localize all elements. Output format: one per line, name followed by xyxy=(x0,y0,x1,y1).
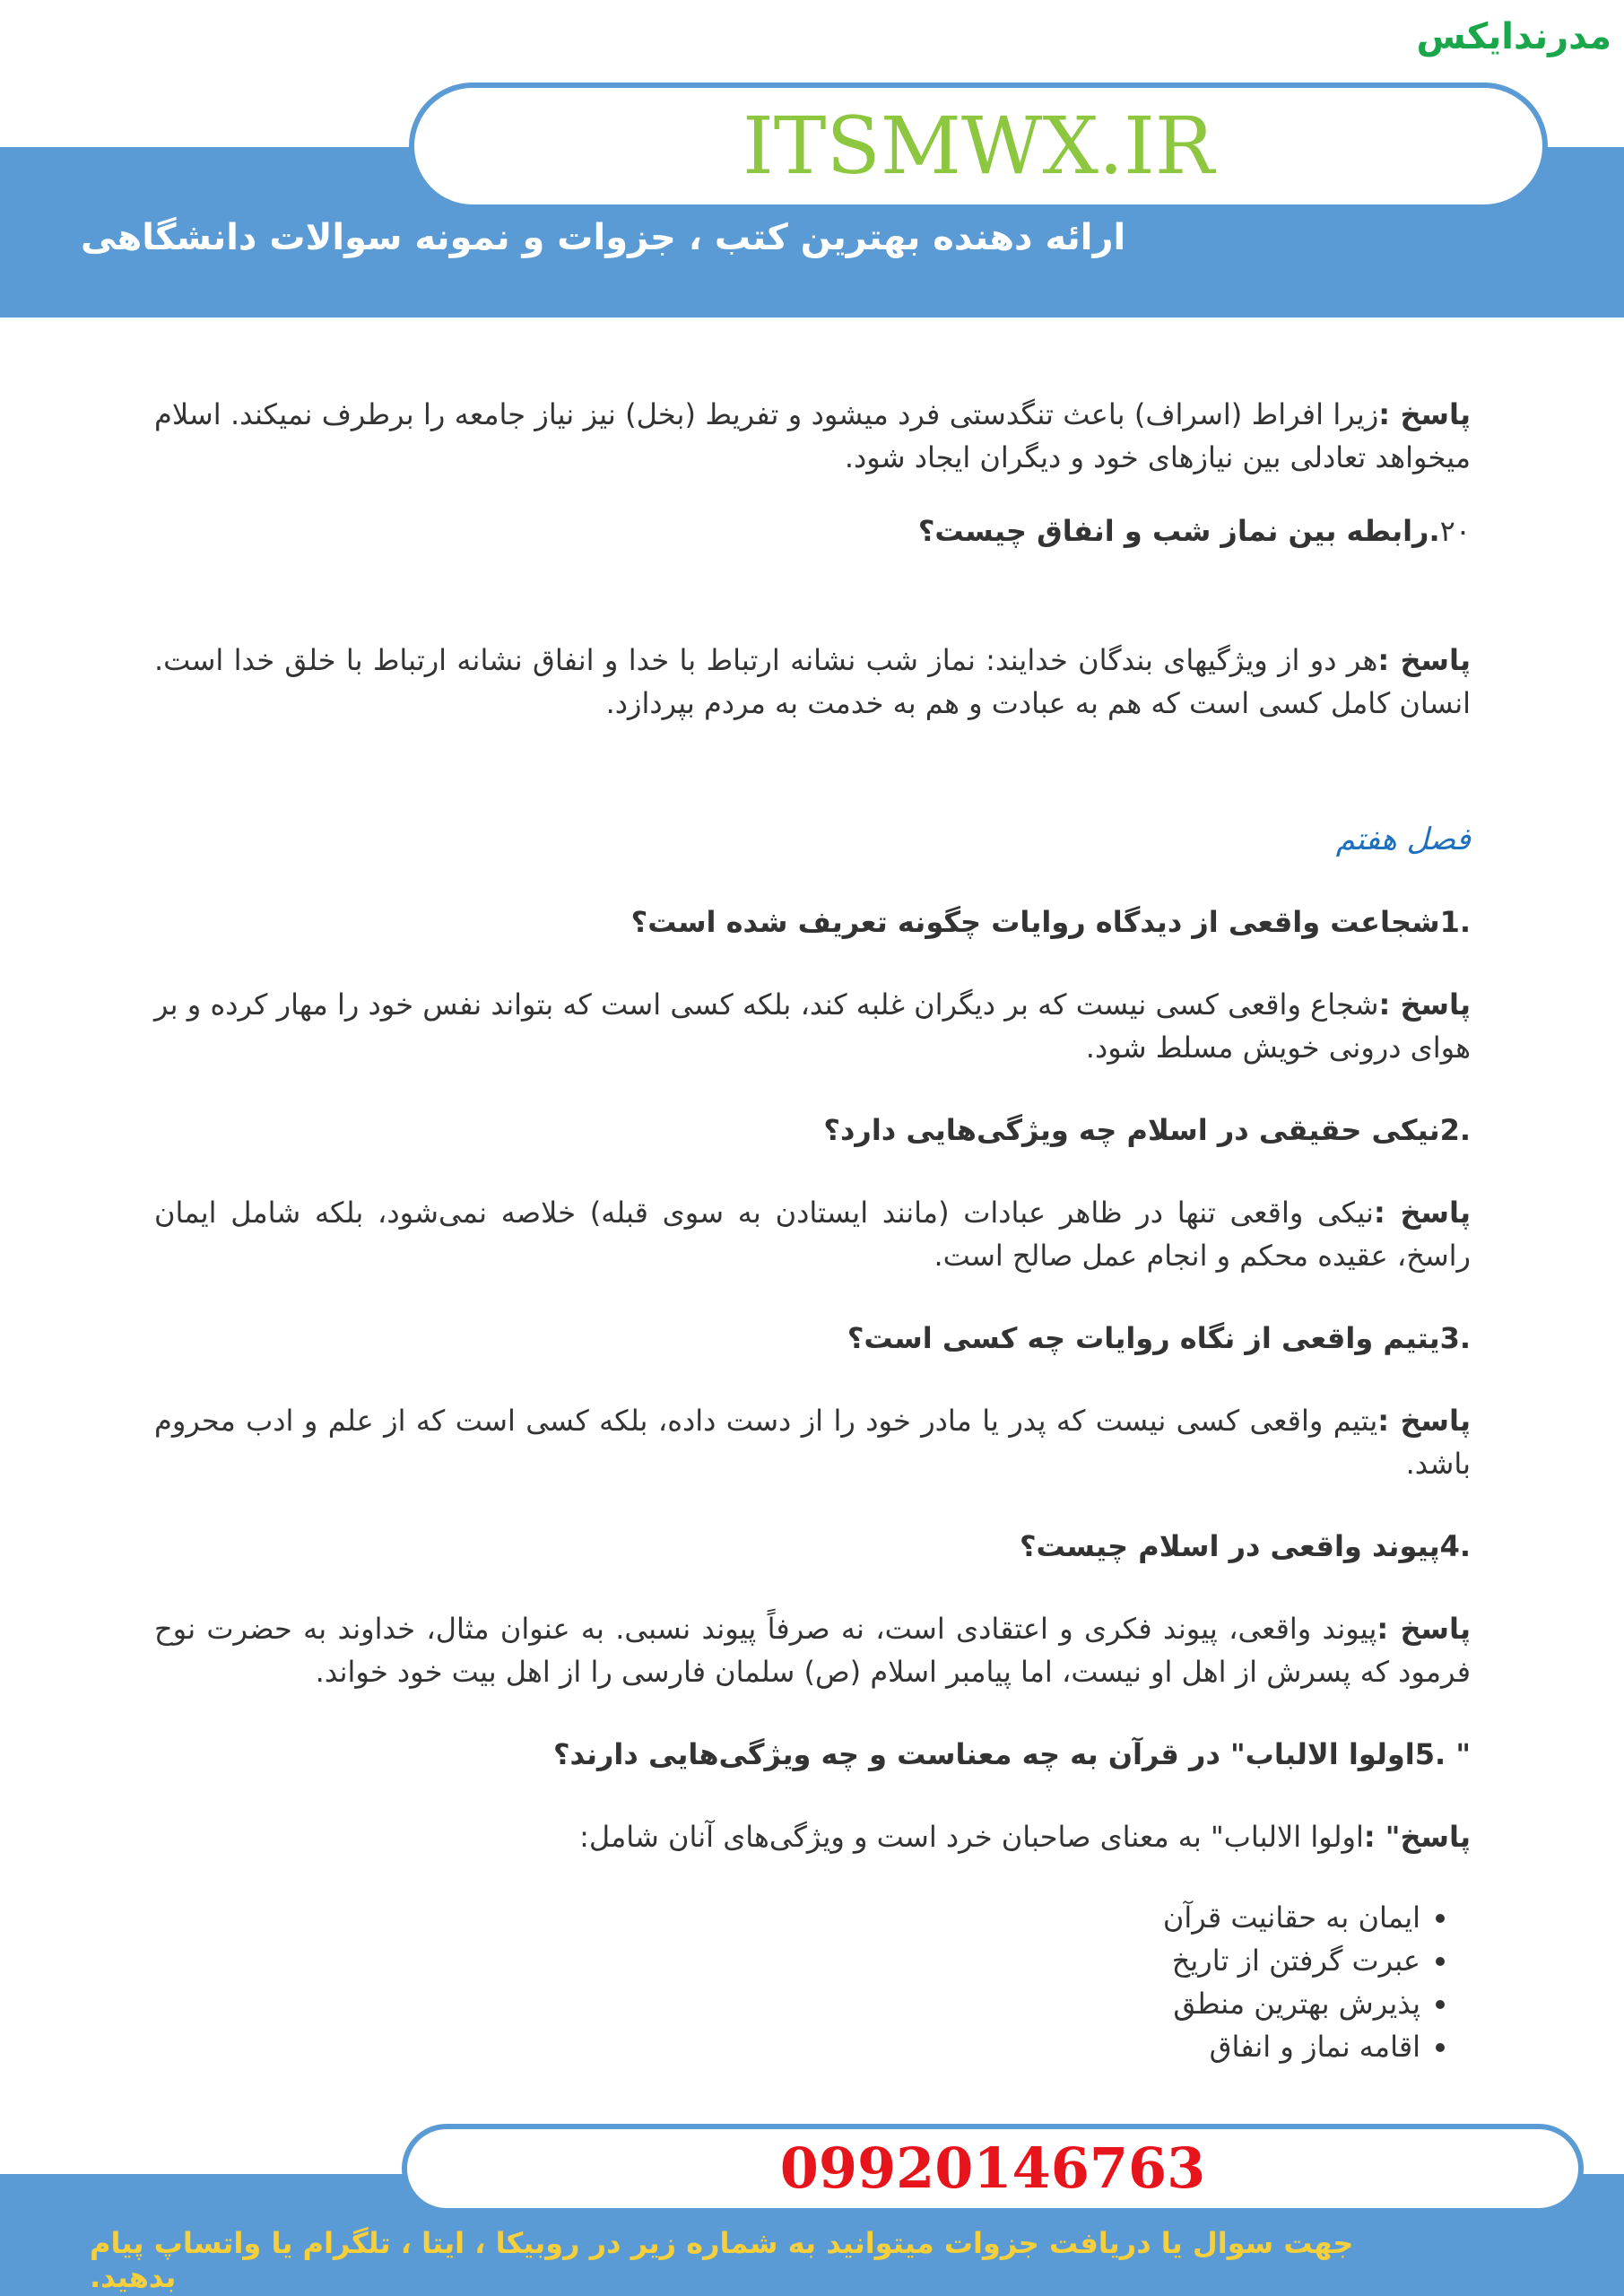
question-4: .4پیوند واقعی در اسلام چیست؟ xyxy=(1019,1529,1471,1563)
question-number: ۲۰ xyxy=(1439,514,1471,548)
answer-text: نیکی واقعی تنها در ظاهر عبادات (مانند ایستادن به سوی قبله) خلاصه نمی‌شود، بلکه شامل ایمان راسخ، عقیده محکم و انجام عمل صالح است. xyxy=(154,1196,1471,1273)
answer-label: پاسخ : xyxy=(1373,1196,1472,1230)
answer-text: پیوند واقعی، پیوند فکری و اعتقادی است، نه صرفاً پیوند نسبی. به عنوان مثال، خداوند به حضرت نوح فرمود که پسرش از اهل او نیست، اما پیامبر اسلام (ص) سلمان فارسی را از اهل بیت خود خواند. xyxy=(154,1612,1471,1689)
header-tagline: ارائه دهنده بهترین کتب ، جزوات و نمونه سوالات دانشگاهی xyxy=(81,217,1126,258)
site-domain[interactable]: ITSMWX.IR xyxy=(743,100,1214,192)
answer-2 xyxy=(154,1191,1471,1277)
answer-label: پاسخ : xyxy=(1377,643,1472,677)
traits-list xyxy=(154,1896,1471,2068)
question-1: .1شجاعت واقعی از دیدگاه روایات چگونه تعریف شده است؟ xyxy=(630,905,1471,939)
question-5: " .5اولوا الالباب" در قرآن به چه معناست و چه ویژگی‌هایی دارند؟ xyxy=(552,1737,1471,1771)
chapter-heading: فصل هفتم xyxy=(1335,822,1471,857)
question-text: .رابطه بین نماز شب و انفاق چیست؟ xyxy=(917,514,1440,548)
contact-phone[interactable]: 09920146763 xyxy=(779,2135,1206,2201)
question-2: .2نیکی حقیقی در اسلام چه ویژگی‌هایی دارد؟ xyxy=(823,1113,1471,1147)
question-20 xyxy=(154,509,1471,552)
brand-name: مدرندایکس xyxy=(1416,16,1611,57)
answer-3 xyxy=(154,1399,1471,1485)
answer-label: پاسخ : xyxy=(1376,1612,1471,1646)
answer-19 xyxy=(154,393,1471,479)
answer-1 xyxy=(154,983,1471,1069)
answer-20 xyxy=(154,639,1471,725)
answer-label: پاسخ : xyxy=(1377,1404,1472,1438)
list-item: • عبرت گرفتن از تاریخ xyxy=(154,1939,1420,1982)
answer-label: پاسخ : xyxy=(1378,397,1472,431)
document-body xyxy=(154,393,1471,2068)
answer-text: شجاع واقعی کسی نیست که بر دیگران غلبه کند، بلکه کسی است که بتواند نفس خود را مهار کرده و بر هوای درونی خویش مسلط شود. xyxy=(154,987,1471,1065)
list-item: • ایمان به حقانیت قرآن xyxy=(154,1896,1420,1939)
answer-5 xyxy=(154,1815,1471,1858)
answer-text: اولوا الالباب" به معنای صاحبان خرد است و ویژگی‌های آنان شامل: xyxy=(579,1820,1364,1854)
answer-text: زیرا افراط (اسراف) باعث تنگدستی فرد میشود و تفریط (بخل) نیز نیاز جامعه را برطرف نمیکند. اسلام میخواهد تعادلی بین نیازهای خود و دیگران ایجاد شود. xyxy=(154,397,1471,474)
footer-note: جهت سوال یا دریافت جزوات میتوانید به شماره زیر در روبیکا ، ایتا ، تلگرام یا واتساپ پیام بدهید. xyxy=(90,2226,1354,2294)
answer-4 xyxy=(154,1607,1471,1693)
answer-text: یتیم واقعی کسی نیست که پدر یا مادر خود را از دست داده، بلکه کسی است که از علم و ادب محروم باشد. xyxy=(154,1404,1471,1481)
question-3: .3یتیم واقعی از نگاه روایات چه کسی است؟ xyxy=(847,1321,1471,1355)
answer-label: پاسخ" : xyxy=(1363,1820,1471,1854)
list-item: • اقامه نماز و انفاق xyxy=(154,2025,1420,2068)
answer-label: پاسخ : xyxy=(1378,987,1472,1022)
list-item: • پذیرش بهترین منطق xyxy=(154,1982,1420,2025)
answer-text: هر دو از ویژگیهای بندگان خدایند: نماز شب نشانه ارتباط با خدا و انفاق نشانه ارتباط با خلق خدا است. انسان کامل کسی است که هم به عبادت و هم به خدمت به مردم بپردازد. xyxy=(154,643,1471,720)
